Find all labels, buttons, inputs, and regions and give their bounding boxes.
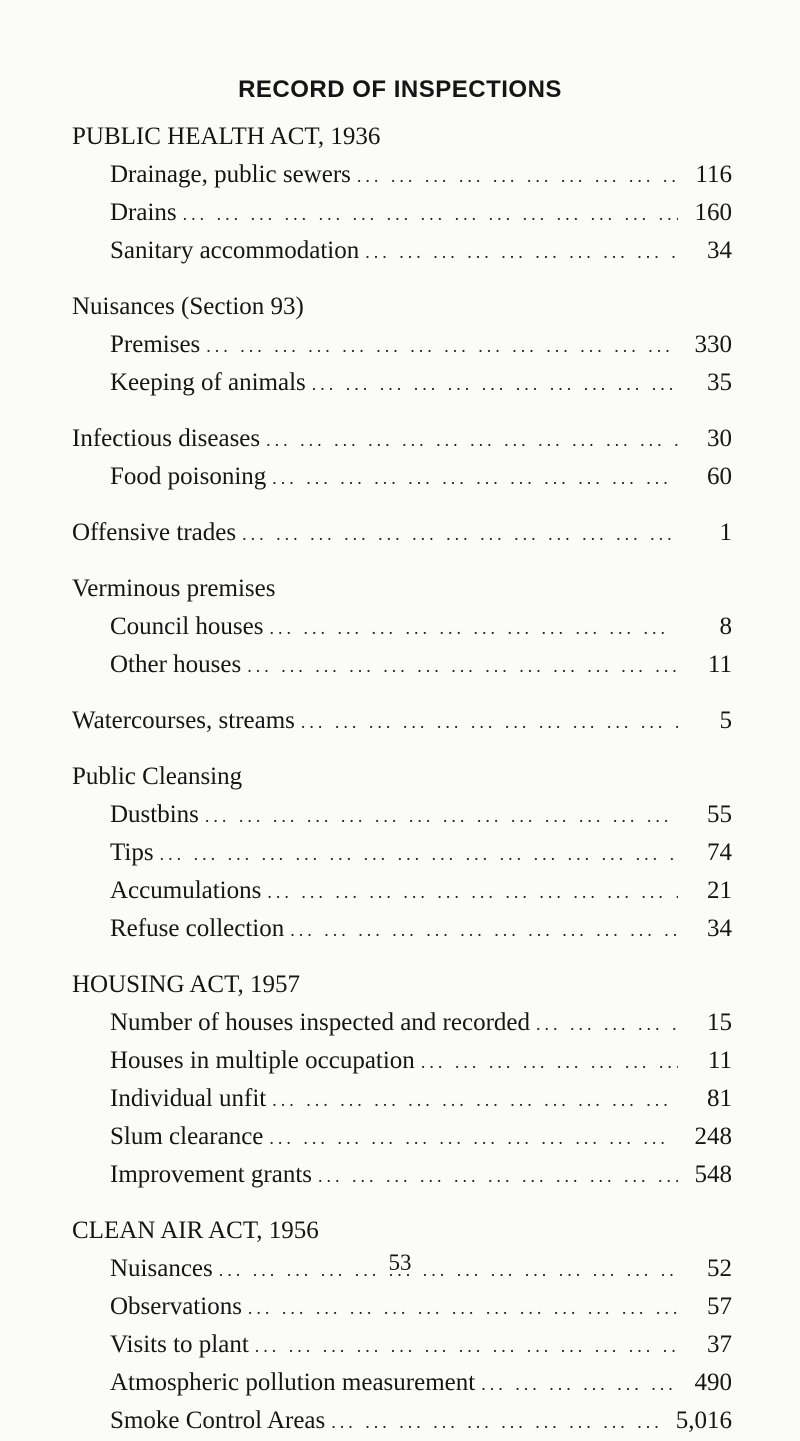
- record-row-smoke-control-areas: [72, 1402, 732, 1440]
- row-label: Council houses: [110, 613, 264, 640]
- section-heading-public-cleansing: Public Cleansing: [72, 763, 243, 790]
- record-row-infectious-diseases: [72, 420, 732, 458]
- record-row-accumulations: [72, 872, 732, 910]
- dot-leader: [160, 835, 678, 873]
- record-row-dustbins: [72, 796, 732, 834]
- dot-leader: [536, 1005, 678, 1043]
- row-label: Atmospheric pollution measurement: [110, 1369, 476, 1396]
- record-row-multiple-occupation: [72, 1042, 732, 1080]
- record-row-observations: [72, 1288, 732, 1326]
- dot-leader: [242, 515, 678, 553]
- row-label: Food poisoning: [110, 463, 267, 490]
- dot-leader: [255, 1327, 678, 1365]
- row-value: 116: [695, 161, 732, 188]
- section-heading-housing-act: HOUSING ACT, 1957: [72, 971, 301, 998]
- row-value: 55: [707, 801, 732, 828]
- record-row-visits-to-plant: [72, 1326, 732, 1364]
- section-gap: [72, 496, 732, 514]
- row-value: 21: [707, 877, 732, 904]
- row-value: 15: [707, 1009, 732, 1036]
- row-value: 57: [707, 1293, 732, 1320]
- record-row-refuse-collection: [72, 910, 732, 948]
- record-row-food-poisoning: [72, 458, 732, 496]
- row-label: Nuisances: [110, 1255, 213, 1282]
- row-value: 11: [707, 651, 732, 678]
- record-row-tips: [72, 834, 732, 872]
- dot-leader: [301, 703, 678, 741]
- record-row-drainage-public-sewers: [72, 156, 732, 194]
- row-value: 490: [694, 1369, 732, 1396]
- row-value: 30: [707, 425, 732, 452]
- dot-leader: [269, 1119, 678, 1157]
- row-label: Observations: [110, 1293, 242, 1320]
- dot-leader: [331, 1403, 669, 1441]
- inspection-record-list: [72, 118, 732, 1440]
- section-heading-public-health-act: PUBLIC HEALTH ACT, 1936: [72, 123, 381, 150]
- row-label: Smoke Control Areas: [110, 1407, 326, 1434]
- section-gap: [72, 948, 732, 966]
- dot-leader: [266, 421, 678, 459]
- dot-leader: [481, 1365, 678, 1403]
- row-label: Houses in multiple occupation: [110, 1047, 415, 1074]
- record-row-premises: [72, 326, 732, 364]
- row-label: Number of houses inspected and recorded: [110, 1009, 530, 1036]
- record-row-offensive-trades: [72, 514, 732, 552]
- row-label: Infectious diseases: [72, 425, 261, 452]
- page-number: 53: [388, 1250, 412, 1275]
- row-value: 35: [707, 369, 732, 396]
- record-row-sanitary-accommodation: [72, 232, 732, 270]
- row-value: 34: [707, 915, 732, 942]
- row-value: 248: [694, 1123, 732, 1150]
- section-gap: [72, 270, 732, 288]
- section-gap: [72, 402, 732, 420]
- section-gap: [72, 740, 732, 758]
- dot-leader: [421, 1043, 678, 1081]
- record-row-improvement-grants: [72, 1156, 732, 1194]
- row-value: 330: [694, 331, 732, 358]
- dot-leader: [205, 797, 678, 835]
- record-row-keeping-of-animals: [72, 364, 732, 402]
- row-value: 11: [707, 1047, 732, 1074]
- dot-leader: [272, 459, 678, 497]
- row-label: Keeping of animals: [110, 369, 306, 396]
- dot-leader: [248, 1289, 678, 1327]
- row-value: 1: [719, 519, 732, 546]
- row-label: Accumulations: [110, 877, 262, 904]
- section-heading-nuisances-section-93: Nuisances (Section 93): [72, 293, 304, 320]
- row-label: Sanitary accommodation: [110, 237, 360, 264]
- record-row-individual-unfit: [72, 1080, 732, 1118]
- section-gap: [72, 684, 732, 702]
- dot-leader: [290, 911, 678, 949]
- row-value: 5,016: [675, 1407, 732, 1434]
- row-value: 8: [719, 613, 732, 640]
- dot-leader: [357, 157, 678, 195]
- row-label: Slum clearance: [110, 1123, 264, 1150]
- row-value: 34: [707, 237, 732, 264]
- row-label: Dustbins: [110, 801, 199, 828]
- row-label: Drains: [110, 199, 177, 226]
- section-gap: [72, 552, 732, 570]
- record-row-atmospheric-pollution: [72, 1364, 732, 1402]
- section-heading-clean-air-act: CLEAN AIR ACT, 1956: [72, 1217, 319, 1244]
- row-label: Premises: [110, 331, 201, 358]
- row-label: Other houses: [110, 651, 242, 678]
- dot-leader: [206, 327, 678, 365]
- row-label: Drainage, public sewers: [110, 161, 351, 188]
- dot-leader: [183, 195, 678, 233]
- dot-leader: [312, 365, 678, 403]
- row-label: Tips: [110, 839, 154, 866]
- dot-leader: [365, 233, 678, 271]
- record-row-slum-clearance: [72, 1118, 732, 1156]
- page-title: RECORD OF INSPECTIONS: [238, 76, 562, 103]
- row-value: 37: [707, 1331, 732, 1358]
- record-row-watercourses-streams: [72, 702, 732, 740]
- dot-leader: [272, 1081, 678, 1119]
- row-value: 548: [694, 1161, 732, 1188]
- row-label: Visits to plant: [110, 1331, 249, 1358]
- section-heading-verminous-premises: Verminous premises: [72, 575, 276, 602]
- dot-leader: [247, 647, 678, 685]
- record-row-other-houses: [72, 646, 732, 684]
- row-value: 52: [707, 1255, 732, 1282]
- row-label: Watercourses, streams: [72, 707, 295, 734]
- row-label: Individual unfit: [110, 1085, 267, 1112]
- record-row-houses-inspected: [72, 1004, 732, 1042]
- record-row-drains: [72, 194, 732, 232]
- row-value: 81: [707, 1085, 732, 1112]
- row-label: Offensive trades: [72, 519, 237, 546]
- row-value: 5: [719, 707, 732, 734]
- record-row-council-houses: [72, 608, 732, 646]
- section-gap: [72, 1194, 732, 1212]
- dot-leader: [267, 873, 678, 911]
- dot-leader: [269, 609, 678, 647]
- dot-leader: [318, 1157, 678, 1195]
- row-label: Refuse collection: [110, 915, 285, 942]
- row-value: 160: [694, 199, 732, 226]
- row-value: 74: [707, 839, 732, 866]
- row-value: 60: [707, 463, 732, 490]
- row-label: Improvement grants: [110, 1161, 313, 1188]
